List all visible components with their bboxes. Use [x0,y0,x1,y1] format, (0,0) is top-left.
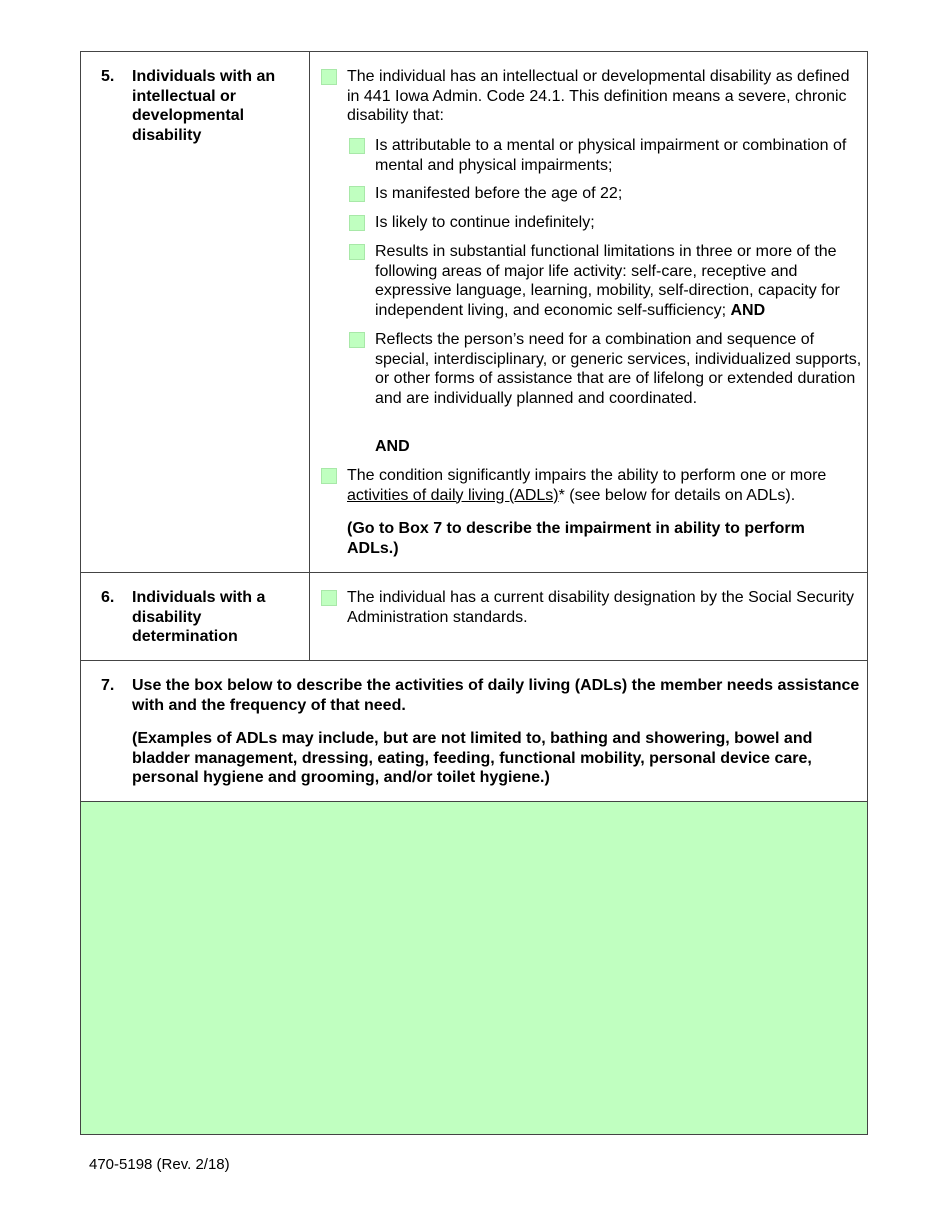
idd-definition-text: The individual has an intellectual or developmental disability as defined in 441 Iowa Admin. Code 24.1. This definition means a severe, chronic disability that: [347,68,850,125]
section-6-number: 6. [101,589,115,606]
criteria-3-text: Is likely to continue indefinitely; [375,214,595,231]
go-to-box-7-note: (Go to Box 7 to describe the impairment in ability to perform ADLs.) [347,520,805,557]
criteria-3-checkbox[interactable] [349,215,365,231]
section-7-number: 7. [101,677,115,694]
adl-condition-suffix: * (see below for details on ADLs). [558,486,796,504]
section-5-label-cell [81,52,310,572]
form-table [80,51,868,1135]
criteria-4-text [375,242,863,320]
adl-condition-prefix: The condition significantly impairs the ability to perform one or more [347,467,827,484]
criteria-1-text: Is attributable to a mental or physical impairment or combination of mental and physical impairments; [375,137,847,174]
adl-description-textarea[interactable] [81,802,867,1134]
criteria-5-checkbox[interactable] [349,332,365,348]
criteria-4-body: Results in substantial functional limitations in three or more of the following areas of major life activity: self-care, receptive and expressive language, learning, mobility, self-direction, capacity for independent living, and economic self-sufficiency; [375,243,840,319]
adl-link: activities of daily living (ADLs) [347,486,559,504]
section-6-label-cell [81,573,310,660]
section-7-examples: (Examples of ADLs may include, but are not limited to, bathing and showering, bowel and bladder management, dressing, eating, feeding, functional mobility, personal device care, personal hygiene and grooming, and/or toilet hygiene.) [132,730,813,787]
criteria-1-checkbox[interactable] [349,138,365,154]
section-5-label: Individuals with an intellectual or developmental disability [132,68,276,144]
criteria-4-and: AND [730,301,766,319]
criteria-5-text: Reflects the person’s need for a combination and sequence of special, interdisciplinary, or generic services, individualized supports, or other forms of assistance that are of lifelong or extended duration and are individually planned and coordinated. [375,331,862,407]
criteria-2-checkbox[interactable] [349,186,365,202]
section-6-row [81,573,867,661]
idd-definition-checkbox[interactable] [321,69,337,85]
criteria-2-text: Is manifested before the age of 22; [375,185,623,202]
section-5-row [81,52,867,573]
criteria-4-checkbox[interactable] [349,244,365,260]
and-connector: AND [375,438,410,455]
section-7-row [81,661,867,802]
adl-condition-checkbox[interactable] [321,468,337,484]
section-6-content-cell [310,573,867,660]
section-7-instruction: Use the box below to describe the activities of daily living (ADLs) the member needs assistance with and the frequency of that need. [132,677,860,714]
section-6-label: Individuals with a disability determination [132,589,266,646]
section-5-content-cell [310,52,867,572]
ssa-designation-text: The individual has a current disability designation by the Social Security Administration standards. [347,589,854,626]
section-5-number: 5. [101,68,115,85]
form-number: 470-5198 (Rev. 2/18) [89,1156,230,1173]
adl-condition-text [347,466,863,505]
ssa-designation-checkbox[interactable] [321,590,337,606]
